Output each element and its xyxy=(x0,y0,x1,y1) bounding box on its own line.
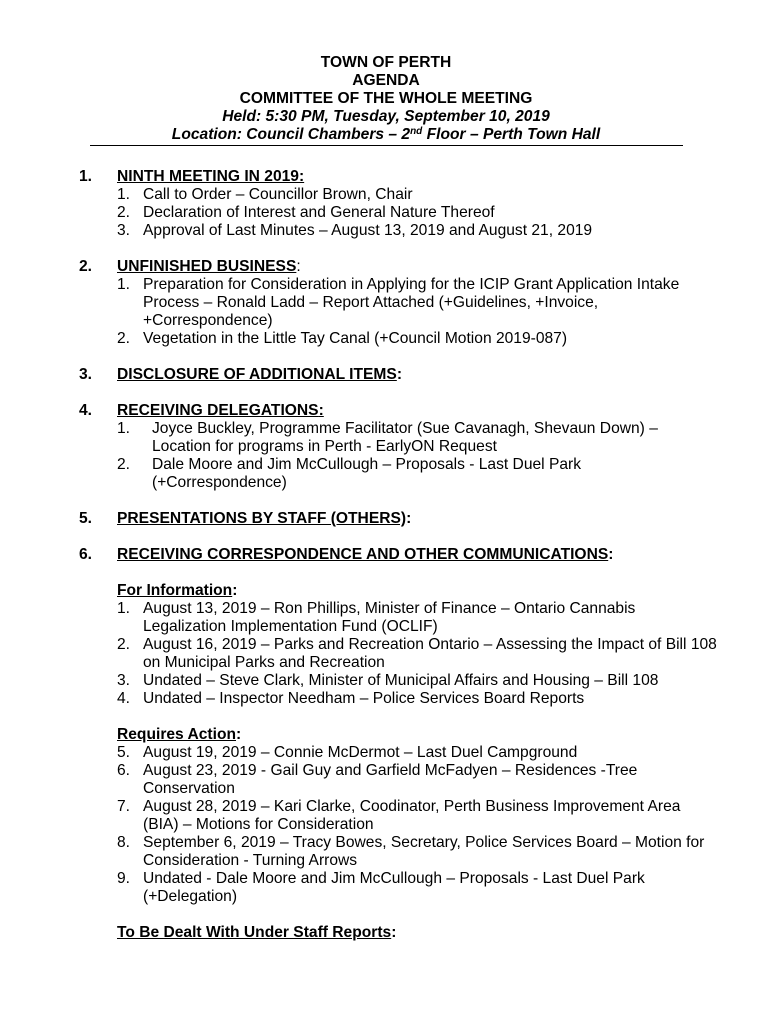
list-item: 2. Vegetation in the Little Tay Canal (+Council Motion 2019-087) xyxy=(117,330,568,347)
section-number: 5. xyxy=(79,510,93,527)
list-item: 1. August 13, 2019 – Ron Phillips, Minister of Finance – Ontario Cannabis Legalization Implementation Fund (OCLIF) xyxy=(117,600,636,635)
section-6 xyxy=(0,546,770,942)
town-name: TOWN OF PERTH xyxy=(320,54,452,71)
list-item: 5. August 19, 2019 – Connie McDermot – Last Duel Campground xyxy=(117,744,578,761)
list-item: 1. Call to Order – Councillor Brown, Chair xyxy=(117,186,413,203)
section-number: 1. xyxy=(79,168,93,185)
meeting-location: Location: Council Chambers – 2nd Floor – Perth Town Hall xyxy=(171,126,601,143)
list-item: 2. Dale Moore and Jim McCullough – Proposals - Last Duel Park (+Correspondence) xyxy=(117,456,582,491)
list-item: 2. Declaration of Interest and General Nature Thereof xyxy=(117,204,495,221)
agenda-header xyxy=(90,54,682,144)
subsection-title-for-information: For Information: xyxy=(117,582,238,599)
meeting-name: COMMITTEE OF THE WHOLE MEETING xyxy=(239,90,533,107)
list-item: 1. Joyce Buckley, Programme Facilitator (Sue Cavanagh, Shevaun Down) – Location for programs in Perth - EarlyON Request xyxy=(117,420,658,455)
list-item: 3. Undated – Steve Clark, Minister of Municipal Affairs and Housing – Bill 108 xyxy=(117,672,659,689)
section-3 xyxy=(0,366,770,384)
section-number: 4. xyxy=(79,402,93,419)
section-title: NINTH MEETING IN 2019: xyxy=(117,168,305,185)
meeting-held: Held: 5:30 PM, Tuesday, September 10, 2019 xyxy=(222,108,550,125)
list-item: 9. Undated - Dale Moore and Jim McCullough – Proposals - Last Duel Park (+Delegation) xyxy=(117,870,645,905)
section-title: RECEIVING DELEGATIONS: xyxy=(117,402,324,419)
list-item: 2. August 16, 2019 – Parks and Recreation Ontario – Assessing the Impact of Bill 108 on Municipal Parks and Recreation xyxy=(117,636,717,671)
section-title: UNFINISHED BUSINESS: xyxy=(117,258,301,275)
section-number: 3. xyxy=(79,366,93,383)
section-number: 2. xyxy=(79,258,93,275)
list-item: 7. August 28, 2019 – Kari Clarke, Coodinator, Perth Business Improvement Area (BIA) – Motions for Consideration xyxy=(117,798,681,833)
subsection-title-staff-reports: To Be Dealt With Under Staff Reports: xyxy=(117,924,397,941)
section-title: DISCLOSURE OF ADDITIONAL ITEMS: xyxy=(117,366,403,383)
section-title: RECEIVING CORRESPONDENCE AND OTHER COMMUNICATIONS: xyxy=(117,546,614,563)
list-item: 4. Undated – Inspector Needham – Police Services Board Reports xyxy=(117,690,585,707)
section-number: 6. xyxy=(79,546,93,563)
document-type: AGENDA xyxy=(352,72,420,89)
list-item: 6. August 23, 2019 - Gail Guy and Garfield McFadyen – Residences -Tree Conservation xyxy=(117,762,638,797)
agenda-body xyxy=(0,168,770,942)
list-item: 3. Approval of Last Minutes – August 13, 2019 and August 21, 2019 xyxy=(117,222,593,239)
section-title: PRESENTATIONS BY STAFF (OTHERS): xyxy=(117,510,412,527)
list-item: 1. Preparation for Consideration in Applying for the ICIP Grant Application Intake Process – Ronald Ladd – Report Attached (+Guidelines, +Invoice, +Correspondence) xyxy=(117,276,680,329)
section-4 xyxy=(0,402,770,492)
header-divider xyxy=(90,145,683,146)
section-5 xyxy=(0,510,770,528)
section-1 xyxy=(0,168,770,240)
subsection-title-requires-action: Requires Action: xyxy=(117,726,242,743)
section-2 xyxy=(0,258,770,348)
list-item: 8. September 6, 2019 – Tracy Bowes, Secretary, Police Services Board – Motion for Consideration - Turning Arrows xyxy=(117,834,705,869)
